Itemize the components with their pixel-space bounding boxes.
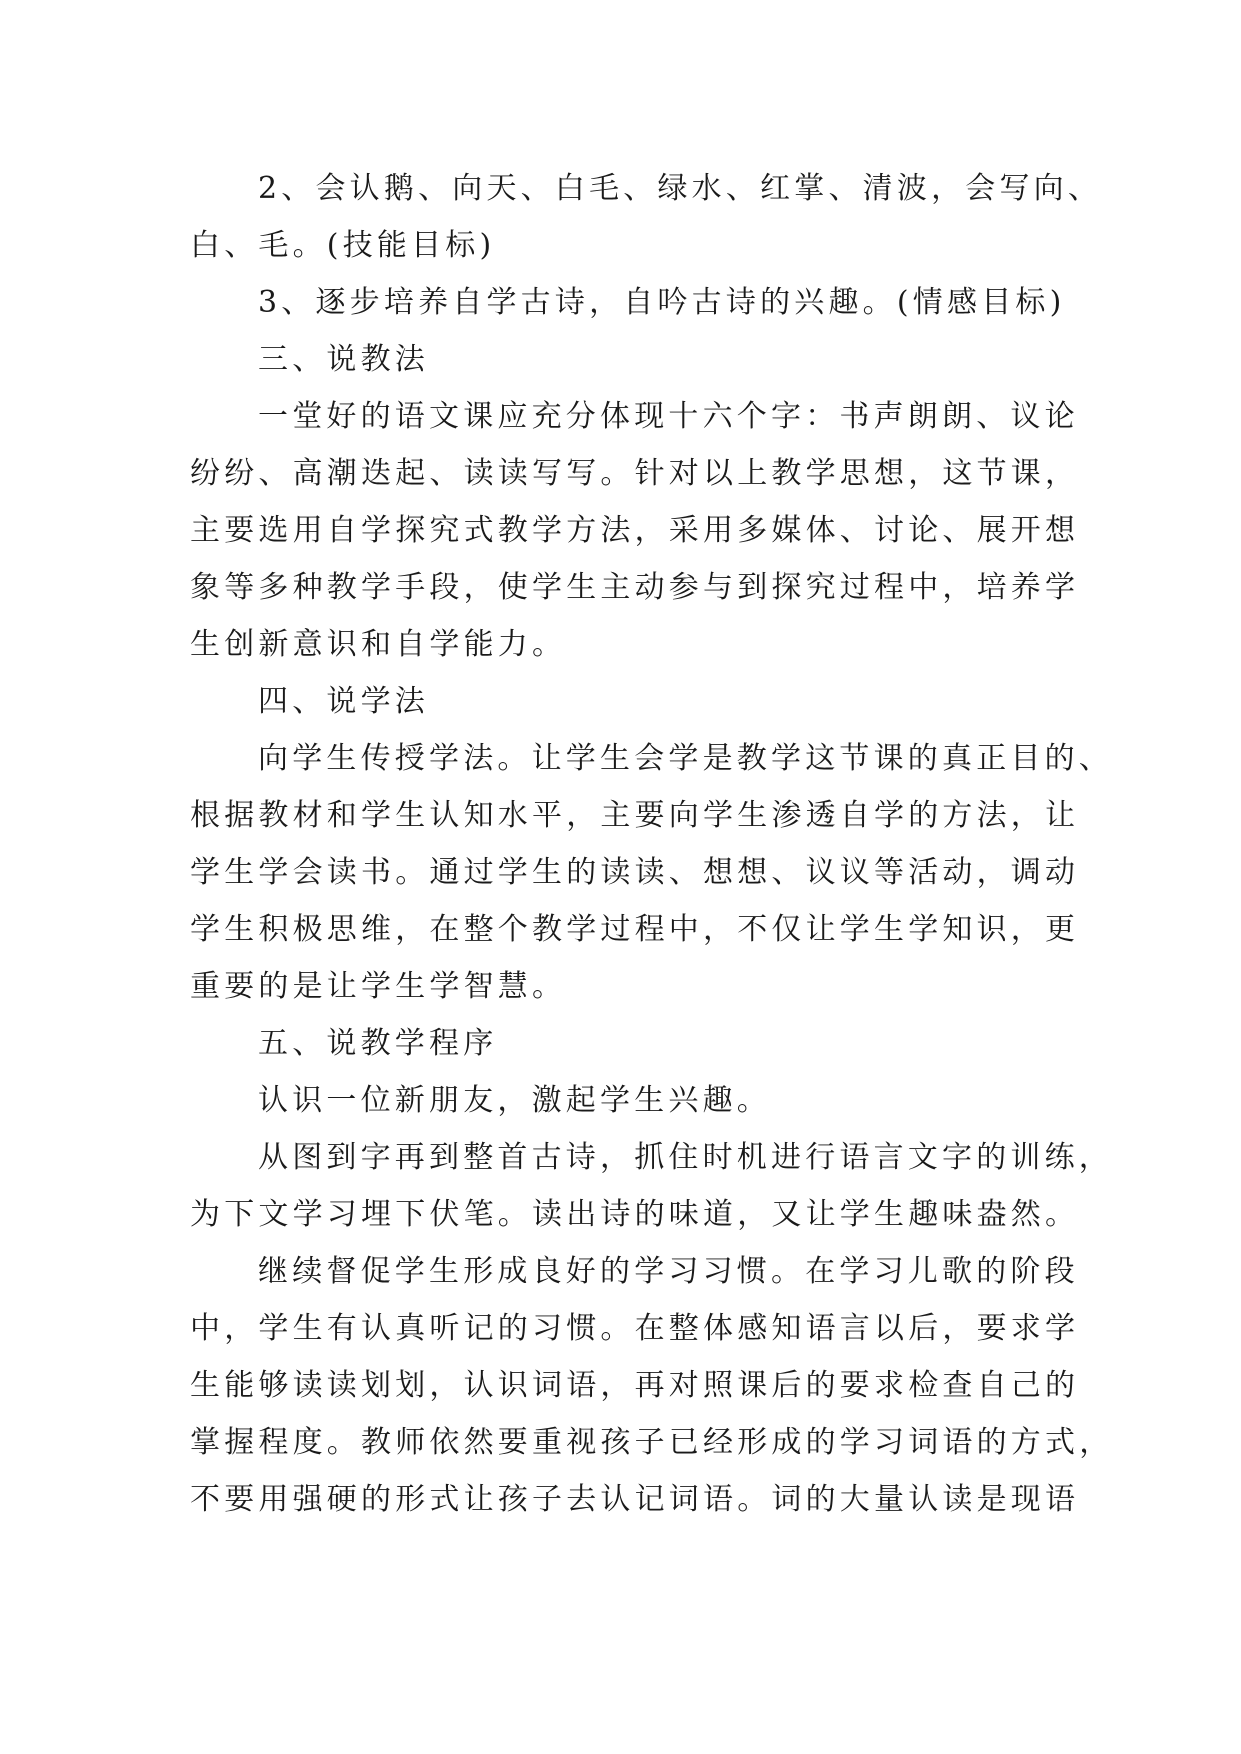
paragraph-line: 学生学会读书。通过学生的读读、想想、议议等活动，调动 — [190, 855, 1080, 890]
paragraph-line: 白、毛。(技能目标) — [190, 228, 496, 263]
section-heading: 五、说教学程序 — [258, 1026, 498, 1061]
paragraph-line: 一堂好的语文课应充分体现十六个字：书声朗朗、议论 — [258, 399, 1079, 434]
paragraph-line: 纷纷、高潮迭起、读读写写。针对以上教学思想，这节课， — [190, 456, 1080, 491]
section-heading: 四、说学法 — [258, 684, 429, 719]
paragraph-line: 生能够读读划划，认识词语，再对照课后的要求检查自己的 — [190, 1368, 1080, 1403]
paragraph-line: 向学生传授学法。让学生会学是教学这节课的真正目的、 — [258, 741, 1113, 776]
paragraph-line: 2、会认鹅、向天、白毛、绿水、红掌、清波，会写向、 — [258, 171, 1103, 206]
document-body — [190, 160, 1114, 1528]
paragraph-line: 学生积极思维，在整个教学过程中，不仅让学生学知识，更 — [190, 912, 1080, 947]
section-heading: 三、说教法 — [258, 342, 429, 377]
paragraph-line: 重要的是让学生学智慧。 — [190, 969, 567, 1004]
paragraph-line: 3、逐步培养自学古诗，自吟古诗的兴趣。(情感目标) — [258, 285, 1066, 320]
paragraph-line: 主要选用自学探究式教学方法，采用多媒体、讨论、展开想 — [190, 513, 1080, 548]
paragraph-line: 根据教材和学生认知水平，主要向学生渗透自学的方法，让 — [190, 798, 1080, 833]
paragraph-line: 象等多种教学手段，使学生主动参与到探究过程中，培养学 — [190, 570, 1080, 605]
paragraph-line: 不要用强硬的形式让孩子去认记词语。词的大量认读是现语 — [190, 1482, 1080, 1517]
paragraph-line: 生创新意识和自学能力。 — [190, 627, 567, 662]
paragraph-line: 中，学生有认真听记的习惯。在整体感知语言以后，要求学 — [190, 1311, 1080, 1346]
paragraph-line: 继续督促学生形成良好的学习习惯。在学习儿歌的阶段 — [258, 1254, 1079, 1289]
paragraph-line: 认识一位新朋友，激起学生兴趣。 — [258, 1083, 771, 1118]
paragraph-line: 从图到字再到整首古诗，抓住时机进行语言文字的训练， — [258, 1140, 1113, 1175]
paragraph-line: 掌握程度。教师依然要重视孩子已经形成的学习词语的方式， — [190, 1425, 1114, 1460]
paragraph-line: 为下文学习埋下伏笔。读出诗的味道，又让学生趣味盎然。 — [190, 1197, 1080, 1232]
